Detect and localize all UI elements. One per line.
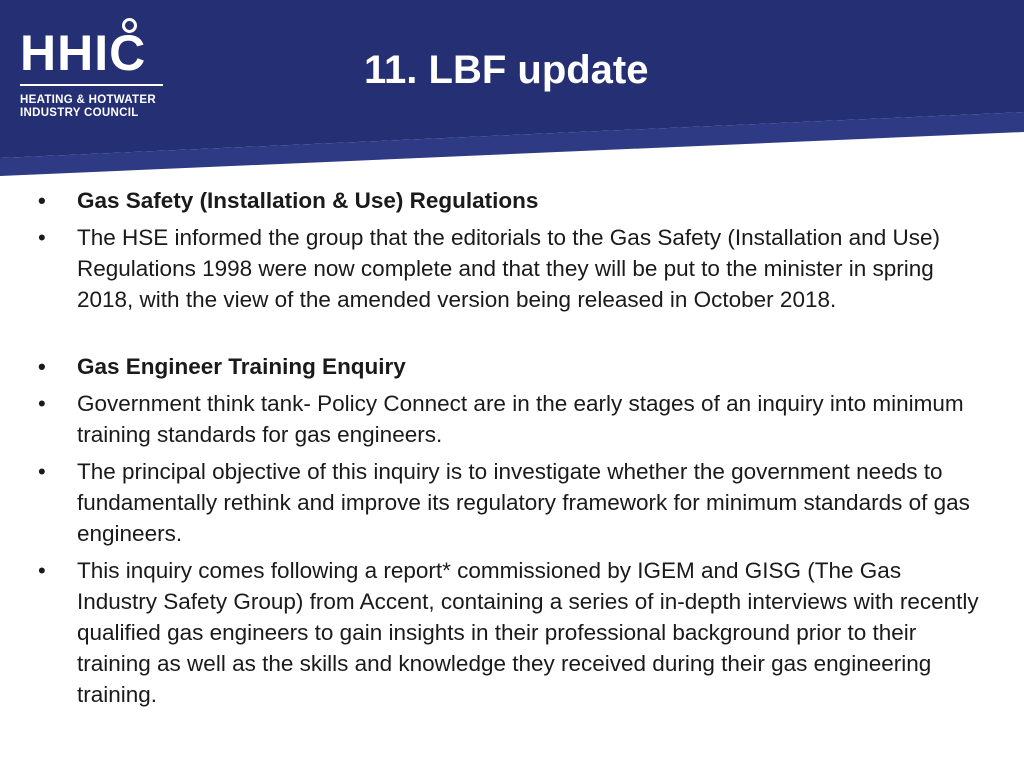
logo-mark: HHIC [20,25,147,81]
section-gas-safety [34,185,984,315]
section-training-enquiry [34,351,984,710]
bullet-dot-icon: • [38,391,46,416]
bullet-heading-training-enquiry [34,351,984,382]
bullet-dot-icon: • [38,459,46,484]
bullet-dot-icon: • [38,225,46,250]
logo-subtitle [20,94,170,120]
logo-subtitle-line1: HEATING & HOTWATER [20,94,156,106]
bullet-text: This inquiry comes following a report* commissioned by IGEM and GISG (The Gas Industry Safety Group) from Accent, containing a series of in-depth interviews with recently qualified gas engineers to gain insights in their professional background prior to their training as well as the skills and knowledge they received during their gas engineering training. [77,558,979,707]
slide-title: 11. LBF update [364,48,649,92]
bullet-text: The principal objective of this inquiry is to investigate whether the government needs to fundamentally rethink and improve its regulatory framework for minimum standards of gas engineers. [77,459,970,546]
bullet-dot-icon: • [38,188,46,213]
hhic-logo [20,18,170,128]
bullet-item [34,388,984,450]
logo-divider [20,84,163,86]
bullet-item [34,456,984,549]
bullet-heading-gas-safety [34,185,984,216]
bullet-text: The HSE informed the group that the editorials to the Gas Safety (Installation and Use) Regulations 1998 were now complete and that they will be put to the minister in spring 2018, with the view of the amended version being released in October 2018. [77,225,940,312]
bullet-text: Gas Safety (Installation & Use) Regulations [77,188,539,213]
bullet-dot-icon: • [38,558,46,583]
bullet-item [34,555,984,710]
section-gap [34,321,984,351]
slide-content [34,185,984,716]
bullet-item [34,222,984,315]
bullet-text: Gas Engineer Training Enquiry [77,354,406,379]
bullet-dot-icon: • [38,354,46,379]
logo-subtitle-line2: INDUSTRY COUNCIL [20,107,139,120]
bullet-text: Government think tank- Policy Connect are in the early stages of an inquiry into minimum training standards for gas engineers. [77,391,964,447]
